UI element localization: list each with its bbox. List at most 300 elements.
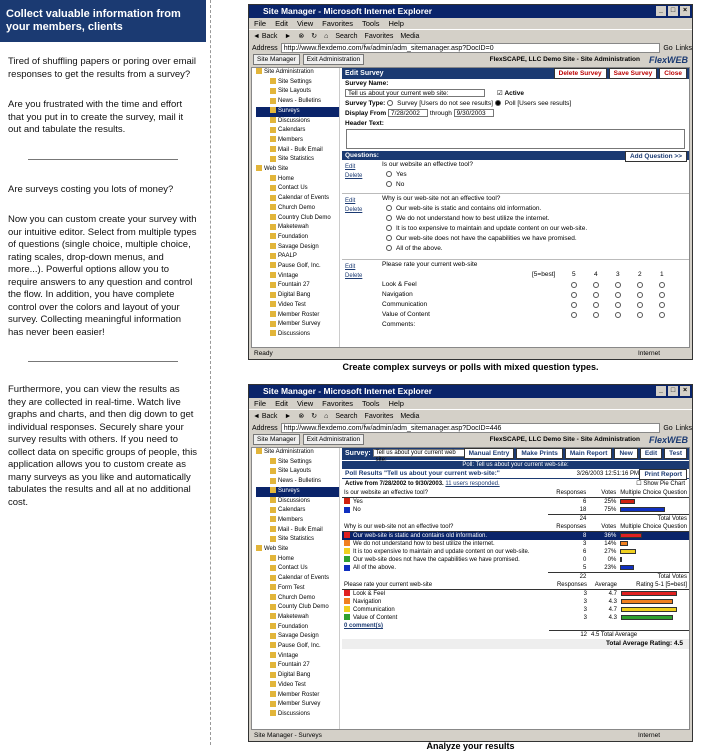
close-window-button[interactable]: × xyxy=(680,386,690,396)
result-bar xyxy=(620,549,636,554)
folder-icon xyxy=(270,175,276,181)
tree-item[interactable] xyxy=(256,291,339,301)
tree-item[interactable] xyxy=(256,68,339,78)
go-button[interactable]: Go xyxy=(663,424,673,432)
print-report-button[interactable]: Print Report xyxy=(639,469,687,480)
result-row xyxy=(342,614,689,622)
tab-site-manager[interactable]: Site Manager xyxy=(253,54,300,65)
question-text: Is our website an effective tool? xyxy=(382,161,473,168)
manual-entry-button[interactable]: Manual Entry xyxy=(464,448,515,459)
question-title: Why is our web-site not an effective tool? xyxy=(342,523,548,532)
back-label: Back xyxy=(261,32,278,40)
tree-item[interactable] xyxy=(256,97,339,107)
option-radio[interactable] xyxy=(386,171,392,177)
favorites-button[interactable]: Favorites xyxy=(364,412,394,420)
bar-cell xyxy=(618,540,689,548)
color-swatch xyxy=(344,590,350,596)
tree-item[interactable] xyxy=(256,281,339,291)
edit-question-link[interactable]: Edit xyxy=(345,164,356,170)
tree-item[interactable] xyxy=(256,204,339,214)
edit-question-link[interactable]: Edit xyxy=(345,198,356,204)
option-radio[interactable] xyxy=(386,181,392,187)
tree-item[interactable] xyxy=(256,671,339,681)
section-header: Collect valuable information from your members, clients xyxy=(0,0,206,42)
comments-row xyxy=(342,622,689,630)
tree-item[interactable] xyxy=(256,233,339,243)
tree-item[interactable] xyxy=(256,311,339,321)
vote-percent: 23% xyxy=(604,565,617,571)
rating-radio[interactable] xyxy=(571,312,577,318)
result-row xyxy=(342,564,689,573)
rating-radio[interactable] xyxy=(571,282,577,288)
delete-survey-button[interactable]: Delete Survey xyxy=(554,68,607,79)
site-tree xyxy=(252,448,340,729)
rating-radio[interactable] xyxy=(593,312,599,318)
tree-item[interactable] xyxy=(256,223,339,233)
result-row xyxy=(342,556,689,564)
refresh-icon[interactable]: ↻ xyxy=(311,413,318,420)
rating-row xyxy=(342,300,689,310)
question-block xyxy=(342,160,689,194)
tree-item[interactable] xyxy=(256,506,339,516)
tree-item[interactable] xyxy=(256,642,339,652)
through-label: through xyxy=(429,110,452,117)
back-button[interactable]: ◄ Back xyxy=(253,32,278,40)
tree-item[interactable] xyxy=(256,681,339,691)
address-input[interactable]: http://www.flexdemo.com/fw/admin/adm_sitemanager.asp?DocID=446 xyxy=(281,423,661,433)
tree-item[interactable] xyxy=(256,623,339,633)
tree-item-label: Members xyxy=(278,136,304,143)
rating-header: Rating 5-1 [5=best] xyxy=(619,581,689,590)
rating-radio[interactable] xyxy=(593,282,599,288)
tree-item-label: Discussions xyxy=(278,330,311,337)
answer-cell xyxy=(342,498,548,507)
tree-item-label: Savage Design xyxy=(278,633,319,640)
results-title: Poll Results "Tell us about your current web-site:" xyxy=(345,470,500,477)
menu-help[interactable]: Help xyxy=(388,19,404,28)
menu-help[interactable]: Help xyxy=(388,399,404,408)
tree-item[interactable] xyxy=(256,448,339,458)
menu-tools[interactable]: Tools xyxy=(362,19,380,28)
tree-item[interactable] xyxy=(256,165,339,175)
rating-radio[interactable] xyxy=(593,302,599,308)
media-button[interactable]: Media xyxy=(400,412,420,420)
flexweb-logo: FlexWEB xyxy=(648,434,688,445)
rating-radio[interactable] xyxy=(615,282,621,288)
folder-icon xyxy=(270,487,276,493)
tree-item[interactable] xyxy=(256,603,339,613)
answer-option xyxy=(342,180,689,190)
minimize-button[interactable]: _ xyxy=(656,386,666,396)
search-button[interactable]: Search xyxy=(335,412,358,420)
tree-item-label: Foundation xyxy=(278,623,309,630)
folder-icon xyxy=(270,301,276,307)
tree-item[interactable] xyxy=(256,272,339,282)
add-question-button[interactable]: Add Question >> xyxy=(625,151,687,162)
tree-item[interactable] xyxy=(256,252,339,262)
poll-type-radio[interactable] xyxy=(495,100,501,106)
stop-icon[interactable]: ⊗ xyxy=(298,33,305,40)
answer-cell xyxy=(342,606,549,614)
rating-radio[interactable] xyxy=(659,292,665,298)
answer-label: All of the above. xyxy=(353,565,397,572)
display-through-input[interactable]: 9/30/2003 xyxy=(454,109,494,117)
tab-site-manager[interactable]: Site Manager xyxy=(253,434,300,445)
results-header xyxy=(342,448,689,464)
total-spacer xyxy=(588,573,618,582)
answer-option xyxy=(342,244,689,254)
rating-radio[interactable] xyxy=(637,292,643,298)
links-button[interactable]: Links xyxy=(675,44,692,52)
option-radio[interactable] xyxy=(386,225,392,231)
tree-item-label: Web Site xyxy=(264,546,289,553)
tree-item-label: Savage Design xyxy=(278,243,319,250)
folder-icon xyxy=(270,253,276,259)
header-text-area[interactable] xyxy=(346,129,685,149)
tree-item[interactable] xyxy=(256,126,339,136)
active-checkbox[interactable]: ☑ xyxy=(496,90,503,97)
tree-item[interactable] xyxy=(256,545,339,555)
rating-radio[interactable] xyxy=(571,292,577,298)
forward-icon[interactable]: ► xyxy=(284,32,292,40)
responses-count: 3 xyxy=(583,599,587,605)
tree-item[interactable] xyxy=(256,574,339,584)
tree-item[interactable] xyxy=(256,691,339,701)
edit-button[interactable]: Edit xyxy=(640,448,662,459)
result-bar xyxy=(620,541,628,546)
option-label: All of the above. xyxy=(396,245,443,252)
tree-item-label: Discussions xyxy=(278,497,311,504)
tree-item[interactable] xyxy=(256,175,339,185)
tree-item[interactable] xyxy=(256,320,339,330)
tree-item[interactable] xyxy=(256,194,339,204)
answer-label: Look & Feel xyxy=(353,591,386,597)
status-text: Site Manager - Surveys xyxy=(254,732,322,739)
menu-edit[interactable]: Edit xyxy=(275,399,289,408)
frustration-paragraph: Are you frustrated with the time and effort that you put in to create the survey, mail it out and tabulate the results. xyxy=(8,99,184,135)
question-header-row xyxy=(342,489,689,498)
result-bar xyxy=(621,599,673,604)
folder-icon xyxy=(270,497,276,503)
rating-item-label: Comments: xyxy=(382,321,416,328)
tree-item[interactable] xyxy=(256,330,339,340)
type-label: Survey Type: xyxy=(345,100,386,107)
tree-item[interactable] xyxy=(256,87,339,97)
folder-icon xyxy=(270,584,276,590)
folder-icon xyxy=(256,68,262,74)
toolbar xyxy=(249,409,692,422)
comments-link[interactable]: 0 comment(s) xyxy=(344,623,384,629)
menu-bar xyxy=(249,18,692,29)
tree-item[interactable] xyxy=(256,184,339,194)
rating-radio[interactable] xyxy=(659,282,665,288)
tree-item-label: Members xyxy=(278,516,304,523)
save-survey-button[interactable]: Save Survey xyxy=(609,68,658,79)
tree-item[interactable] xyxy=(256,632,339,642)
folder-icon xyxy=(270,243,276,249)
delete-question-link[interactable]: Delete xyxy=(345,173,363,179)
rating-radio[interactable] xyxy=(637,302,643,308)
menu-file[interactable]: File xyxy=(254,399,267,408)
tree-item[interactable] xyxy=(256,301,339,311)
rating-radio[interactable] xyxy=(571,302,577,308)
color-swatch xyxy=(344,507,350,513)
scale-value: 4 xyxy=(594,271,598,278)
total-spacer xyxy=(342,573,548,582)
folder-icon xyxy=(270,681,276,687)
tree-item-label: Surveys xyxy=(278,107,300,114)
delete-question-link[interactable]: Delete xyxy=(345,273,363,279)
result-bar xyxy=(621,607,677,612)
address-label: Address xyxy=(252,44,278,52)
folder-icon xyxy=(270,652,276,658)
folder-icon xyxy=(270,88,276,94)
result-bar xyxy=(621,615,673,620)
tree-item-label: Video Test xyxy=(278,301,306,308)
editor-paragraph: Now you can custom create your survey with our intuitive editor. Select from multiple types of questions (single choice, multiple choice, rating scales, drop-down menus, and more...). Powerful options allow you to require answers to any question and control the flow. In addition, you have complete control over the colors and layout of your survey. Collecting meaningful information has never been easier! xyxy=(8,214,197,338)
tree-item[interactable] xyxy=(256,661,339,671)
tree-item[interactable] xyxy=(256,467,339,477)
links-button[interactable]: Links xyxy=(675,424,692,432)
folder-icon xyxy=(256,165,262,171)
answer-option xyxy=(342,214,689,224)
address-bar xyxy=(249,422,692,434)
answer-label: It is too expensive to maintain and update content on our web-site. xyxy=(353,549,530,555)
tree-item[interactable] xyxy=(256,262,339,272)
tree-item[interactable] xyxy=(256,78,339,88)
rating-radio[interactable] xyxy=(659,312,665,318)
total-spacer xyxy=(342,630,549,639)
display-label: Display From xyxy=(345,110,387,117)
tab-exit-administration[interactable]: Exit Administration xyxy=(303,434,364,445)
option-radio[interactable] xyxy=(386,215,392,221)
vote-percent: 27% xyxy=(604,549,617,555)
menu-favorites[interactable]: Favorites xyxy=(322,19,353,28)
answer-cell xyxy=(342,564,548,573)
edit-question-link[interactable]: Edit xyxy=(345,264,356,270)
show-pie-chart[interactable]: ☐ Show Pie Chart xyxy=(636,481,685,487)
average-value: 4.3 xyxy=(608,599,617,605)
responses-count: 3 xyxy=(583,615,587,621)
menu-view[interactable]: View xyxy=(297,399,314,408)
survey-select[interactable]: Tell us about your current web site: xyxy=(373,449,465,457)
cost-paragraph: Are surveys costing you lots of money? xyxy=(8,183,174,195)
favorites-button[interactable]: Favorites xyxy=(364,32,394,40)
address-input[interactable]: http://www.flexdemo.com/fw/admin/adm_sitemanager.asp?DocID=0 xyxy=(281,43,661,53)
folder-icon xyxy=(270,127,276,133)
responses-count: 6 xyxy=(582,549,587,555)
tree-item[interactable] xyxy=(256,497,339,507)
question-type-label: Multiple Choice Question xyxy=(620,490,687,496)
menu-favorites[interactable]: Favorites xyxy=(322,399,353,408)
minimize-button[interactable]: _ xyxy=(656,6,666,16)
survey-name-input[interactable]: Tell us about your current web site: xyxy=(345,89,485,97)
tree-item[interactable] xyxy=(256,584,339,594)
tree-item-label: Contact Us xyxy=(278,185,308,192)
main-report-button[interactable]: Main Report xyxy=(565,448,613,459)
status-bar xyxy=(251,349,690,359)
folder-icon xyxy=(270,282,276,288)
question-header-row xyxy=(342,523,689,532)
result-row xyxy=(342,548,689,556)
tree-item[interactable] xyxy=(256,594,339,604)
tree-item[interactable] xyxy=(256,652,339,662)
poll-type-option: Poll [Users see results] xyxy=(504,100,572,107)
tree-item-label: Church Demo xyxy=(278,594,316,601)
rating-radio[interactable] xyxy=(615,302,621,308)
rating-radio[interactable] xyxy=(593,292,599,298)
display-from-input[interactable]: 7/28/2002 xyxy=(388,109,428,117)
folder-icon xyxy=(270,107,276,113)
forward-icon[interactable]: ► xyxy=(284,412,292,420)
tree-item-label: Vintage xyxy=(278,652,299,659)
average-value: 4.7 xyxy=(608,607,617,613)
tree-item-label: Fountain 27 xyxy=(278,282,310,289)
bar-cell xyxy=(618,532,689,541)
survey-label: Survey: xyxy=(345,450,371,457)
rating-radio[interactable] xyxy=(637,282,643,288)
tree-item[interactable] xyxy=(256,458,339,468)
color-swatch xyxy=(344,548,350,554)
folder-icon xyxy=(270,136,276,142)
votes-header: Votes xyxy=(588,489,618,498)
tree-item-label: Member Survey xyxy=(278,701,321,708)
folder-icon xyxy=(270,233,276,239)
folder-icon xyxy=(270,633,276,639)
tree-item[interactable] xyxy=(256,700,339,710)
tree-item-label: County Club Demo xyxy=(278,604,329,611)
survey-type-option: Survey [Users do not see results] xyxy=(397,100,493,107)
menu-file[interactable]: File xyxy=(254,19,267,28)
tree-item[interactable] xyxy=(256,487,339,497)
tree-item-label: Member Roster xyxy=(278,311,320,318)
report-date: 3/26/2003 12:51:16 PM xyxy=(576,471,639,477)
result-row xyxy=(342,598,689,606)
back-button[interactable]: ◄ Back xyxy=(253,412,278,420)
option-radio[interactable] xyxy=(386,235,392,241)
tree-item-label: Site Administration xyxy=(264,69,314,75)
tree-item-label: Vintage xyxy=(278,272,299,279)
tree-item[interactable] xyxy=(256,117,339,127)
header-text-label: Header Text: xyxy=(345,120,384,127)
delete-question-link[interactable]: Delete xyxy=(345,207,363,213)
menu-view[interactable]: View xyxy=(297,19,314,28)
responses-count: 8 xyxy=(582,533,587,539)
tree-item[interactable] xyxy=(256,555,339,565)
test-button[interactable]: Test xyxy=(664,448,687,459)
tree-item[interactable] xyxy=(256,535,339,545)
rating-row xyxy=(342,280,689,290)
tree-item[interactable] xyxy=(256,243,339,253)
new-button[interactable]: New xyxy=(614,448,637,459)
rating-row xyxy=(342,290,689,300)
rating-radio[interactable] xyxy=(637,312,643,318)
home-icon[interactable]: ⌂ xyxy=(324,32,329,40)
rating-radio[interactable] xyxy=(615,292,621,298)
folder-icon xyxy=(270,204,276,210)
tab-exit-administration[interactable]: Exit Administration xyxy=(303,54,364,65)
total-votes-label: Total Votes xyxy=(618,573,689,582)
option-radio[interactable] xyxy=(386,245,392,251)
option-label: No xyxy=(396,181,405,188)
status-text: Ready xyxy=(254,350,273,357)
total-count: 24 xyxy=(548,515,588,524)
total-spacer xyxy=(342,515,548,524)
vote-percent: 75% xyxy=(604,507,617,513)
maximize-button[interactable]: □ xyxy=(668,386,678,396)
folder-icon xyxy=(270,555,276,561)
survey-editor xyxy=(342,68,689,347)
tree-item-label: News - Bulletins xyxy=(278,98,322,105)
close-button[interactable]: Close xyxy=(659,68,687,79)
result-row xyxy=(342,506,689,515)
folder-icon xyxy=(270,78,276,84)
tree-item[interactable] xyxy=(256,155,339,165)
close-window-button[interactable]: × xyxy=(680,6,690,16)
survey-type-radio[interactable] xyxy=(387,100,393,106)
tree-item-label: Site Layouts xyxy=(278,468,312,475)
refresh-icon[interactable]: ↻ xyxy=(311,33,318,40)
tree-item[interactable] xyxy=(256,146,339,156)
left-column xyxy=(0,0,206,745)
scale-value: 5 xyxy=(572,271,576,278)
folder-icon xyxy=(270,701,276,707)
color-swatch xyxy=(344,606,350,612)
users-responded-link[interactable]: 11 users responded. xyxy=(445,481,500,487)
tree-item[interactable] xyxy=(256,136,339,146)
folder-icon xyxy=(270,214,276,220)
rating-radio[interactable] xyxy=(615,312,621,318)
stop-icon[interactable]: ⊗ xyxy=(298,413,305,420)
go-button[interactable]: Go xyxy=(663,44,673,52)
make-prints-button[interactable]: Make Prints xyxy=(516,448,563,459)
tree-item[interactable] xyxy=(256,710,339,720)
questions-label: Questions: xyxy=(345,152,379,159)
folder-icon xyxy=(270,117,276,123)
status-bar xyxy=(251,731,690,741)
tree-item-label: Pause Golf, Inc. xyxy=(278,263,321,270)
tree-item[interactable] xyxy=(256,107,339,117)
folder-icon xyxy=(270,516,276,522)
answer-cell xyxy=(342,598,549,606)
tree-item[interactable] xyxy=(256,516,339,526)
tree-item-label: Site Settings xyxy=(278,458,312,465)
total-average: 4.5 Total Average xyxy=(589,630,689,639)
tree-item[interactable] xyxy=(256,613,339,623)
vote-percent: 14% xyxy=(604,541,617,547)
total-votes-label: Total Votes xyxy=(618,515,689,524)
tree-item[interactable] xyxy=(256,526,339,536)
maximize-button[interactable]: □ xyxy=(668,6,678,16)
color-swatch xyxy=(344,598,350,604)
home-icon[interactable]: ⌂ xyxy=(324,412,329,420)
rating-item-label: Look & Feel xyxy=(382,281,417,288)
search-button[interactable]: Search xyxy=(335,32,358,40)
tree-item[interactable] xyxy=(256,564,339,574)
option-radio[interactable] xyxy=(386,205,392,211)
media-button[interactable]: Media xyxy=(400,32,420,40)
tree-item[interactable] xyxy=(256,477,339,487)
color-swatch xyxy=(344,565,350,571)
tree-item-label: Home xyxy=(278,555,295,562)
menu-tools[interactable]: Tools xyxy=(362,399,380,408)
menu-edit[interactable]: Edit xyxy=(275,19,289,28)
page-content xyxy=(251,67,690,348)
tree-item[interactable] xyxy=(256,214,339,224)
folder-icon xyxy=(270,623,276,629)
rating-radio[interactable] xyxy=(659,302,665,308)
tree-item-label: PAALP xyxy=(278,253,297,260)
